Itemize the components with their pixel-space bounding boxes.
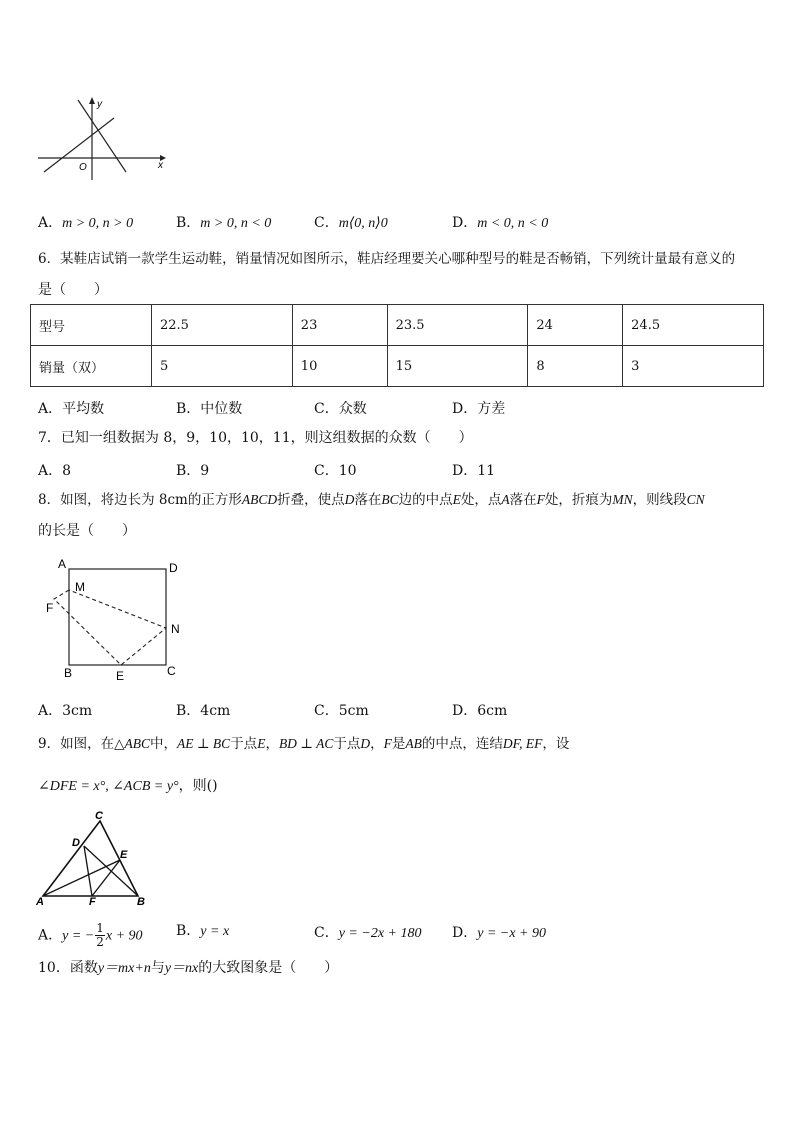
table-cell: 23 [292, 305, 387, 346]
fig9-label-c: C [95, 810, 103, 822]
fig5-label-o: O [79, 162, 87, 173]
q6-option-a: A．平均数 [38, 401, 105, 417]
table-cell: 销量（双） [31, 346, 152, 387]
table-cell: 24 [528, 305, 623, 346]
q8-option-d: D．6cm [452, 703, 508, 719]
table-cell: 24.5 [623, 305, 764, 346]
fig9-label-d: D [72, 837, 80, 849]
segment-df [84, 846, 92, 896]
fig8-label-m: M [75, 580, 85, 594]
q8-option-b: B．4cm [176, 703, 231, 719]
table-cell: 3 [623, 346, 764, 387]
q7-option-b: B．9 [176, 463, 210, 479]
fig5-label-x: x [158, 160, 163, 171]
y-axis-arrow [89, 97, 95, 104]
q6-option-d: D．方差 [452, 401, 506, 417]
fig5-label-y: y [97, 99, 102, 110]
table-row [31, 346, 764, 387]
fig8-label-b: B [64, 666, 73, 680]
q8-option-a: A．3cm [38, 703, 93, 719]
q9-option-b: B．y = x [176, 923, 230, 939]
q5-option-c: C．m⟨0, n⟩0 [314, 215, 388, 231]
q7-option-a: A．8 [38, 463, 72, 479]
q6-option-b: B．中位数 [176, 401, 243, 417]
fig8-label-a: A [58, 557, 67, 571]
fig8-label-n: N [171, 622, 180, 636]
table-cell: 22.5 [152, 305, 293, 346]
table-cell: 5 [152, 346, 293, 387]
q10-stem: 10．函数y＝mx+n与y＝nx的大致图象是（ ） [38, 960, 339, 976]
fig8-label-c: C [167, 664, 176, 678]
q9-stem-line1: 9．如图，在△ABC中，AE ⊥ BC于点E，BD ⊥ AC于点D，F是AB的中点，连结DF, EF，设 [38, 736, 570, 752]
table-cell: 10 [292, 346, 387, 387]
q7-option-d: D．11 [452, 463, 496, 479]
q8-option-c: C．5cm [314, 703, 369, 719]
fig8-label-e: E [116, 669, 125, 683]
q8-stem-line2: 的长是（ ） [38, 523, 136, 539]
table-row [31, 305, 764, 346]
table-cell: 8 [528, 346, 623, 387]
q9-option-c: C．y = −2x + 180 [314, 925, 422, 941]
fig8-label-f: F [46, 601, 54, 615]
q6-option-c: C．众数 [314, 401, 367, 417]
q9-triangle-figure [34, 808, 152, 906]
table-cell: 型号 [31, 305, 152, 346]
q9-stem-line2: ∠DFE = x°, ∠ACB = y°，则() [38, 778, 218, 794]
q5-option-d: D．m < 0, n < 0 [452, 215, 549, 231]
q8-square-fold-figure [42, 556, 192, 684]
q9-option-a: A．y = − $\frac{1}{2}$ x + 90 [38, 921, 143, 949]
fig9-label-e: E [120, 849, 128, 861]
q6-stem-line1: 6．某鞋店试销一款学生运动鞋，销量情况如图所示，鞋店经理要关心哪种型号的鞋是否畅销，下列统计量最有意义的 [38, 251, 736, 267]
segment-ef [92, 860, 120, 896]
fold-dashed-lines [54, 590, 166, 665]
fig9-label-f: F [89, 896, 96, 906]
q9-option-d: D．y = −x + 90 [452, 925, 547, 941]
fig9-label-b: B [137, 896, 145, 906]
shoe-sales-table [30, 304, 764, 387]
q8-stem-line1: 8．如图，将边长为 8cm的正方形ABCD折叠，使点D落在BC边的中点E处，点A落在F处，折痕为MN，则线段CN [38, 492, 705, 508]
q5-option-b: B．m > 0, n < 0 [176, 215, 272, 231]
fig8-label-d: D [169, 561, 178, 575]
q6-stem-line2: 是（ ） [38, 282, 108, 298]
fig9-label-a: A [36, 896, 44, 906]
q5-option-a: A．m > 0, n > 0 [38, 215, 134, 231]
table-cell: 15 [387, 346, 528, 387]
q7-stem: 7．已知一组数据为 8，9，10，10，11，则这组数据的众数（ ） [38, 430, 473, 446]
table-cell: 23.5 [387, 305, 528, 346]
q5-graph-figure [30, 92, 175, 184]
q7-option-c: C．10 [314, 463, 357, 479]
segment-ae [43, 860, 120, 896]
